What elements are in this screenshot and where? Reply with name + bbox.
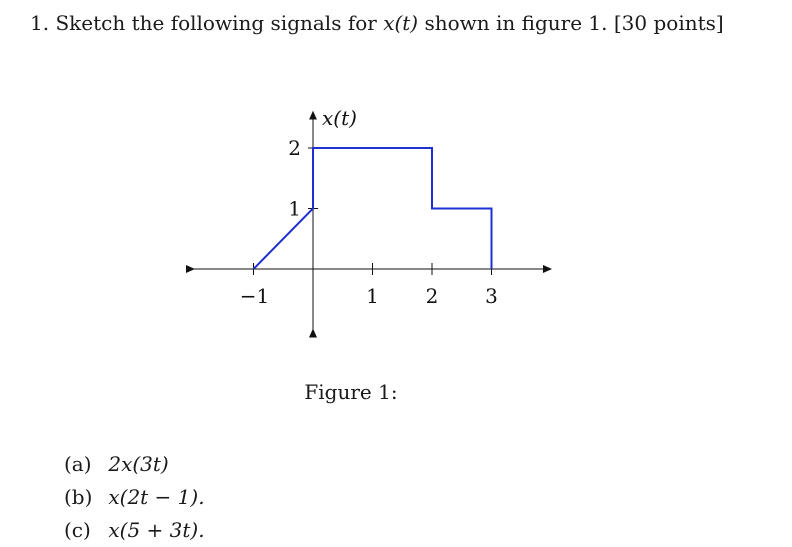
y-axis-label: x(t) — [322, 106, 357, 130]
part-b-label: (b) — [64, 485, 93, 509]
x-tick-label: −1 — [239, 284, 270, 308]
figure-caption: Figure 1: — [304, 380, 398, 404]
question-text-after: shown in figure 1. [30 points] — [424, 11, 724, 35]
parts-list — [64, 448, 205, 547]
part-c-label: (c) — [64, 518, 91, 542]
ticks — [240, 136, 498, 308]
part-a-expression: 2x(3t) — [108, 452, 169, 476]
part-a-label: (a) — [64, 452, 92, 476]
x-tick-label: 2 — [425, 284, 439, 308]
question-text-before: Sketch the following signals for — [55, 11, 377, 35]
y-tick-label: 2 — [288, 136, 301, 160]
question-number: 1. — [30, 11, 50, 35]
x-tick-label: 1 — [366, 284, 379, 308]
x-tick-label: 3 — [485, 284, 498, 308]
part-c — [64, 514, 205, 547]
y-tick-label: 1 — [288, 196, 301, 221]
part-a — [64, 448, 205, 481]
part-b-expression: x(2t − 1). — [108, 485, 205, 509]
part-b — [64, 481, 205, 514]
question-signal: x(t) — [383, 11, 419, 35]
part-c-expression: x(5 + 3t). — [108, 518, 205, 542]
